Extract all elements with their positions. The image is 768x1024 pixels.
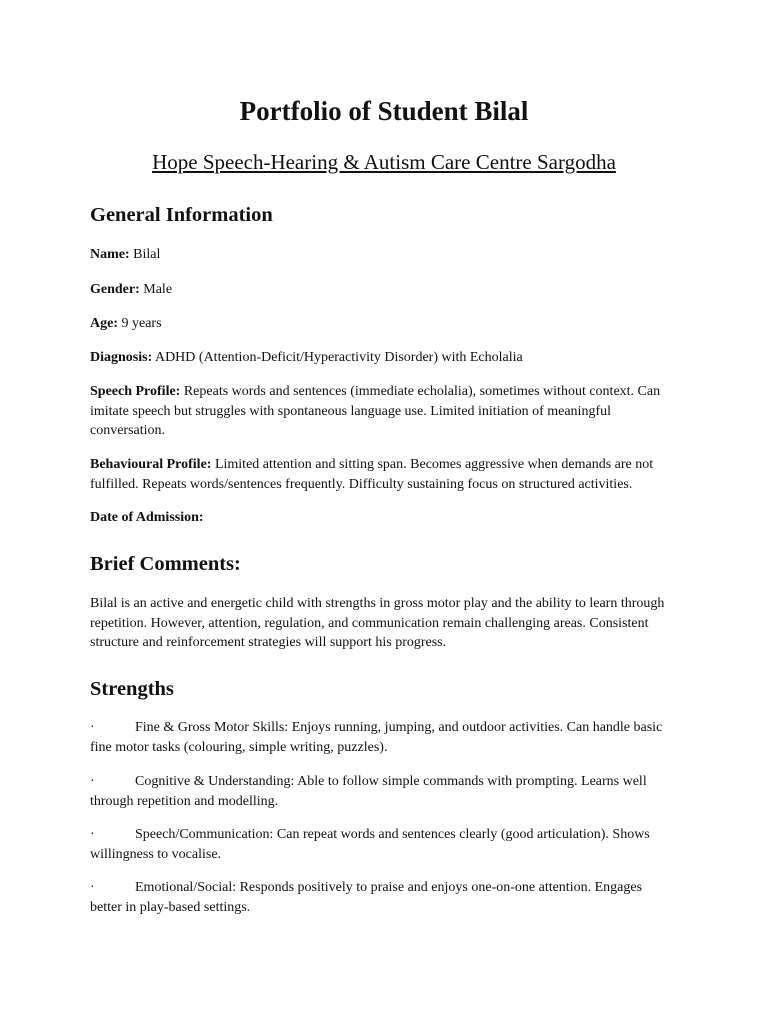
bullet-dot: · <box>90 774 95 789</box>
field-gender <box>90 280 675 300</box>
bullet-dot: · <box>90 720 95 735</box>
list-item <box>90 878 675 917</box>
field-label: Speech Profile: <box>90 384 181 399</box>
field-label: Gender: <box>90 282 140 297</box>
field-behavioural-profile <box>90 455 675 494</box>
brief-comments-section <box>90 551 675 577</box>
field-value: ADHD (Attention-Deficit/Hyperactivity Disorder) with Echolalia <box>152 350 523 365</box>
field-value: 9 years <box>118 316 162 331</box>
field-label: Behavioural Profile: <box>90 457 212 472</box>
field-age <box>90 314 675 334</box>
field-diagnosis <box>90 348 675 368</box>
list-item <box>90 772 675 811</box>
bullet-dot: · <box>90 827 95 842</box>
strength-text: Speech/Communication: Can repeat words and sentences clearly (good articulation). Shows willingness to vocalise. <box>90 827 650 862</box>
general-information-section <box>90 202 675 228</box>
strengths-heading: Strengths <box>90 678 174 700</box>
brief-comments-text: Bilal is an active and energetic child with strengths in gross motor play and the ability to learn through repetition. However, attention, regulation, and communication remain challenging areas. Consistent structure and reinforcement strategies will support his progress. <box>90 596 665 650</box>
field-date-of-admission <box>90 508 675 528</box>
brief-comments-heading: Brief Comments: <box>90 553 241 575</box>
field-value: Male <box>139 282 173 297</box>
field-value: Repeats words and sentences (immediate echolalia), sometimes without context. Can imitate speech but struggles with spontaneous language use. Limited initiation of meaningful conversation. <box>90 384 661 438</box>
field-value: Bilal <box>129 247 161 262</box>
document-subtitle: Hope Speech-Hearing & Autism Care Centre Sargodha <box>152 150 616 174</box>
brief-comments-body <box>90 594 675 653</box>
field-label: Diagnosis: <box>90 350 153 365</box>
field-name <box>90 245 675 265</box>
strength-text: Fine & Gross Motor Skills: Enjoys running, jumping, and outdoor activities. Can handle basic fine motor tasks (colouring, simple writing, puzzles). <box>90 720 663 755</box>
field-value: Limited attention and sitting span. Becomes aggressive when demands are not fulfilled. Repeats words/sentences frequently. Difficulty sustaining focus on structured activities. <box>90 457 654 492</box>
list-item <box>90 718 675 757</box>
bullet-dot: · <box>90 880 95 895</box>
document-title: Portfolio of Student Bilal <box>239 96 529 126</box>
field-speech-profile <box>90 382 675 441</box>
field-label: Age: <box>90 316 118 331</box>
strength-text: Cognitive & Understanding: Able to follow simple commands with prompting. Learns well through repetition and modelling. <box>90 774 647 809</box>
general-information-heading: General Information <box>90 204 273 226</box>
field-label: Name: <box>90 247 130 262</box>
strength-text: Emotional/Social: Responds positively to praise and enjoys one-on-one attention. Engages better in play-based settings. <box>90 880 643 915</box>
list-item <box>90 825 675 864</box>
strengths-section <box>90 676 675 702</box>
field-label: Date of Admission: <box>90 510 204 525</box>
